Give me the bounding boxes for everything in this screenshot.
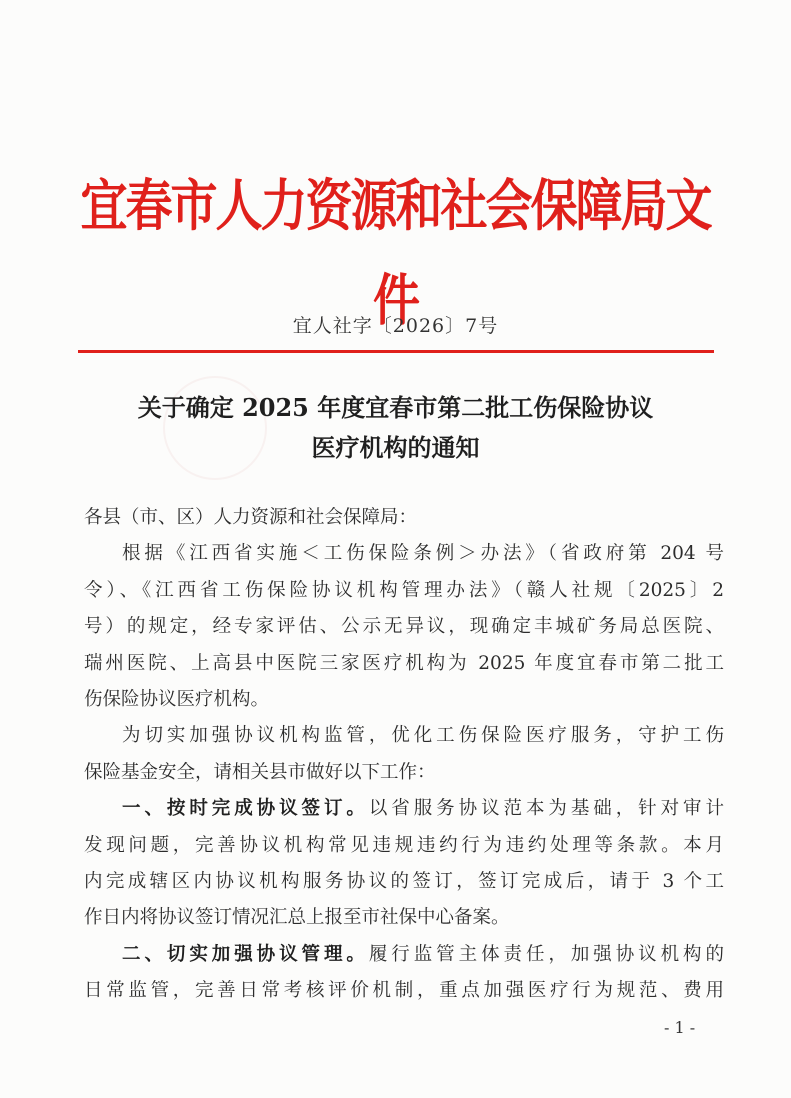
item-2-text: 履行监管主体责任，加强协议机构的 [368, 943, 724, 965]
title-line-1: 关于确定 2025 年度宜春市第二批工伤保险协议 [137, 393, 654, 422]
document-title [60, 388, 731, 468]
paragraph-1-line-3: 号）的规定，经专家评估、公示无异议，现确定丰城矿务局总医院、 [84, 616, 724, 638]
paragraph-2-line-2: 保险基金安全，请相关县市做好以下工作： [84, 761, 436, 783]
red-separator-line [78, 350, 714, 353]
item-2-heading: 二、切实加强协议管理。 [122, 943, 369, 965]
title-line-2: 医疗机构的通知 [311, 433, 480, 462]
item-1-line-4: 作日内将协议签订情况汇总上报至市社保中心备案。 [84, 907, 510, 929]
paragraph-1-line-2: 令）、《江西省工伤保险协议机构管理办法》（赣人社规〔2025〕2 [84, 579, 724, 601]
document-masthead: 宜春市人力资源和社会保障局文件 [80, 174, 711, 334]
item-1-line-1 [84, 791, 724, 827]
item-1-line-3: 内完成辖区内协议机构服务协议的签订，签订完成后，请于 3 个工 [84, 870, 724, 892]
item-1-heading: 一、按时完成协议签订。 [122, 798, 369, 820]
item-1-text: 以省服务协议范本为基础，针对审计 [368, 798, 724, 820]
document-number: 宜人社字〔2026〕7号 [292, 315, 499, 337]
item-2-line-1 [84, 937, 724, 973]
page-number: - 1 - [664, 1018, 696, 1037]
document-body [84, 500, 724, 1009]
paragraph-1-line-5: 伤保险协议医疗机构。 [84, 688, 270, 710]
salutation: 各县（市、区）人力资源和社会保障局： [84, 507, 418, 528]
paragraph-1-line-1: 根据《江西省实施＜工伤保险条例＞办法》（省政府第 204 号 [122, 543, 724, 565]
item-2-line-2: 日常监管，完善日常考核评价机制，重点加强医疗行为规范、费用 [84, 980, 724, 1002]
item-1-line-2: 发现问题，完善协议机构常见违规违约行为违约处理等条款。本月 [84, 834, 724, 856]
paragraph-2-line-1: 为切实加强协议机构监管，优化工伤保险医疗服务，守护工伤 [122, 725, 724, 747]
paragraph-1-line-4: 瑞州医院、上高县中医院三家医疗机构为 2025 年度宜春市第二批工 [84, 652, 724, 674]
